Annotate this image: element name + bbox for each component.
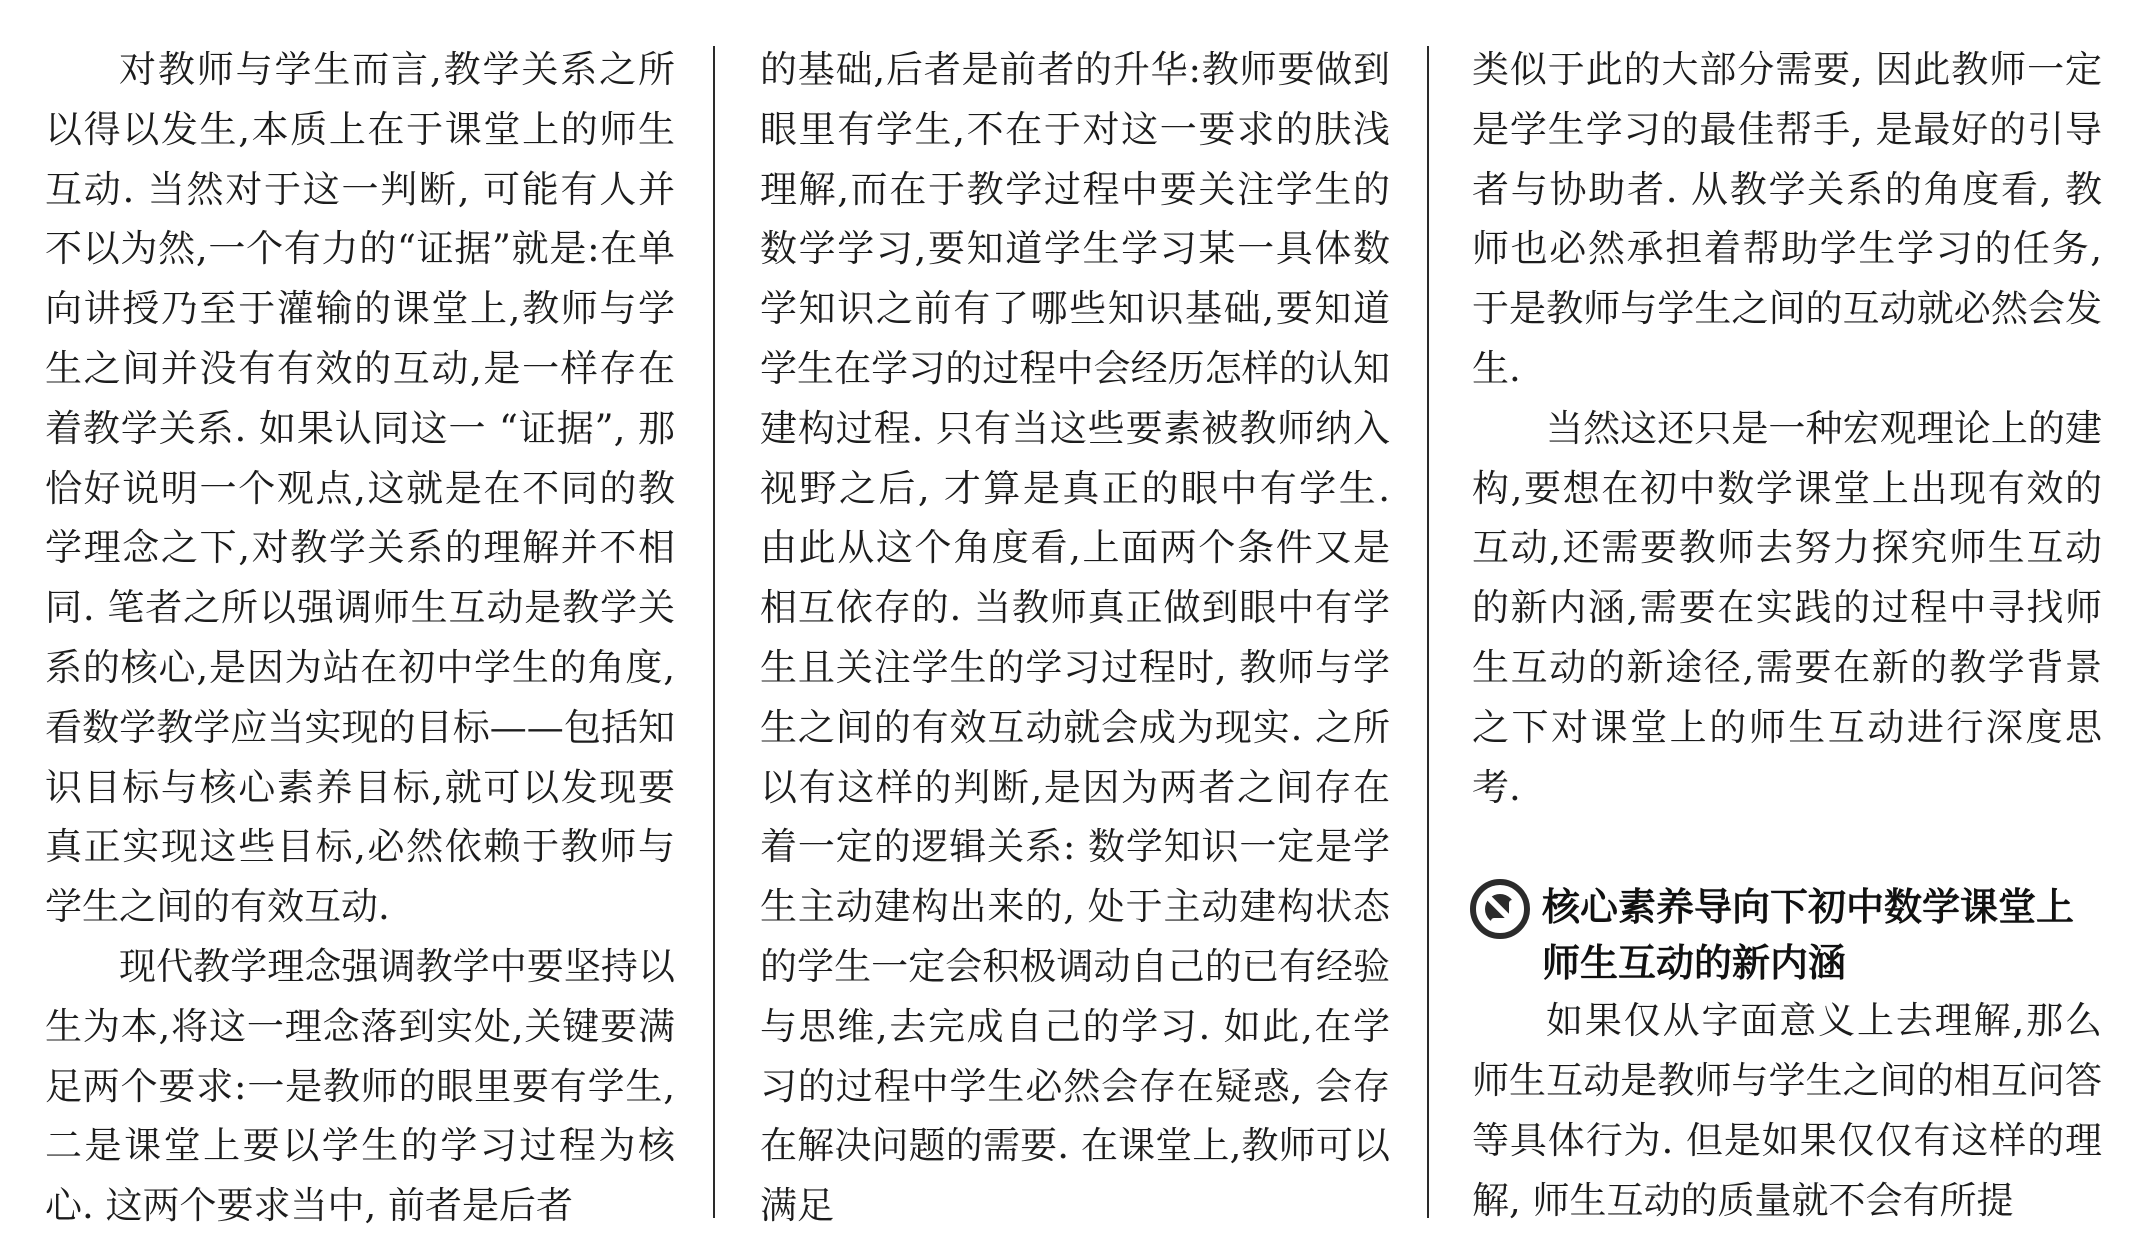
column-divider [1427, 46, 1429, 1218]
paragraph: 现代教学理念强调教学中要坚持以生为本,将这一理念落到实处,关键要满足两个要求:一是教师的眼里要有学生,二是课堂上要以学生的学习过程为核心. 这两个要求当中, 前者是后者 [45, 944, 675, 1228]
text-column-1 [45, 40, 675, 1236]
paragraph: 如果仅从字面意义上去理解,那么师生互动是教师与学生之间的相互问答等具体行为. 但是如果仅仅有这样的理解, 师生互动的质量就不会有所提 [1472, 999, 2102, 1222]
column-divider [713, 46, 715, 1218]
paragraph: 当然这还只是一种宏观理论上的建构,要想在初中数学课堂上出现有效的互动,还需要教师去努力探究师生互动的新内涵,需要在实践的过程中寻找师生互动的新途径,需要在新的教学背景之下对课堂上的师生互动进行深度思考. [1472, 406, 2102, 809]
text-column-2 [760, 40, 1390, 1236]
paragraph: 的基础,后者是前者的升华:教师要做到眼里有学生,不在于对这一要求的肤浅理解,而在于教学过程中要关注学生的数学学习,要知道学生学习某一具体数学知识之前有了哪些知识基础,要知道学生在学习的过程中会经历怎样的认知建构过程. 只有当这些要素被教师纳入视野之后, 才算是真正的眼中有学生. 由此从这个角度看,上面两个条件又是相互依存的. 当教师真正做到眼中有学生且关注学生的学习过程时, 教师与学生之间的有效互动就会成为现实. 之所以有这样的判断,是因为两者之间存在着一定的逻辑关系: 数学知识一定是学生主动建构出来的, 处于主动建构状态的学生一定会积极调动自己的已有经验与思维,去完成自己的学习. 如此,在学习的过程中学生必然会存在疑惑, 会存在解决问题的需要. 在课堂上,教师可以满足 [760, 48, 1390, 1228]
section-heading [1472, 879, 2102, 991]
paragraph: 对教师与学生而言,教学关系之所以得以发生,本质上在于课堂上的师生互动. 当然对于这一判断, 可能有人并不以为然,一个有力的“证据”就是:在单向讲授乃至于灌输的课堂上,教师与学生之间并没有有效的互动,是一样存在着教学关系. 如果认同这一 “证据”, 那恰好说明一个观点,这就是在不同的教学理念之下,对教学关系的理解并不相同. 笔者之所以强调师生互动是教学关系的核心,是因为站在初中学生的角度,看数学教学应当实现的目标——包括知识目标与核心素养目标,就可以发现要真正实现这些目标,必然依赖于教师与学生之间的有效互动. [45, 48, 675, 929]
section-arrow-icon [1468, 877, 1532, 941]
section-heading-text: 核心素养导向下初中数学课堂上师生互动的新内涵 [1542, 885, 2075, 986]
text-column-3 [1472, 40, 2102, 1231]
paragraph: 类似于此的大部分需要, 因此教师一定是学生学习的最佳帮手, 是最好的引导者与协助者. 从教学关系的角度看, 教师也必然承担着帮助学生学习的任务, 于是教师与学生之间的互动就必然会发生. [1472, 48, 2102, 390]
